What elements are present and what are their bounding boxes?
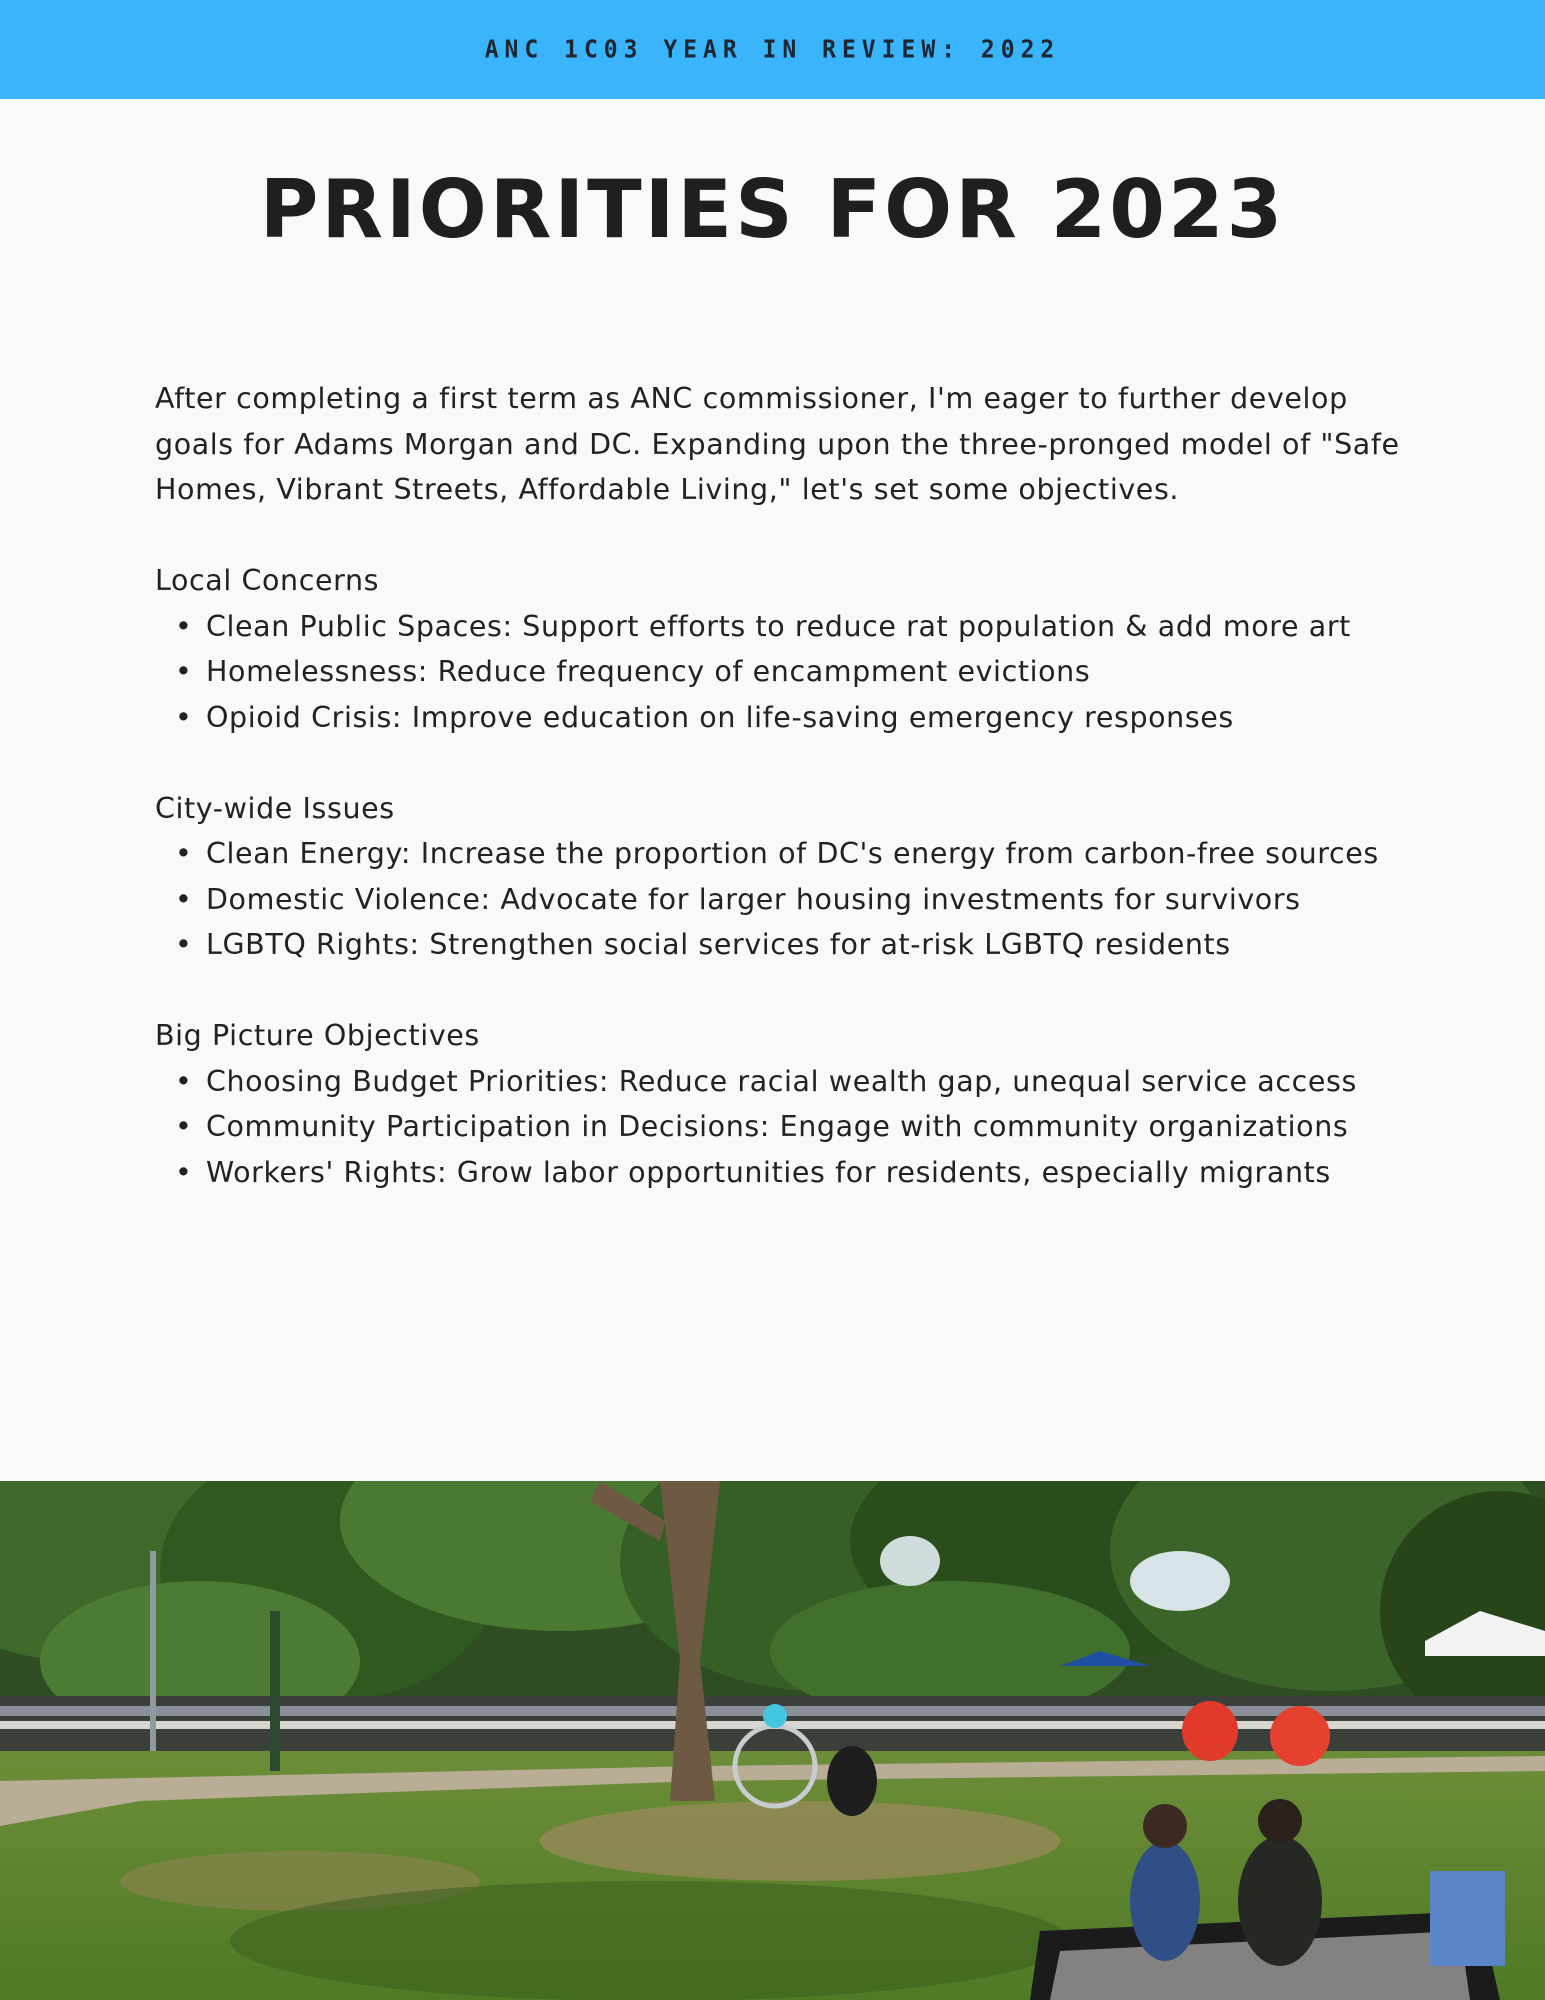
intro-paragraph: After completing a first term as ANC commissioner, I'm eager to further develop goals for Adams Morgan and DC. Expanding upon the three-pronged model of "Safe Homes, Vibrant Streets, Affordable Living," let's set some objectives. xyxy=(155,382,1400,506)
bullet-list xyxy=(155,604,1405,741)
bullet-icon: • xyxy=(175,1110,193,1143)
list-item-text: LGBTQ Rights: Strengthen social services for at-risk LGBTQ residents xyxy=(206,928,1231,961)
list-item-text: Workers' Rights: Grow labor opportunities for residents, especially migrants xyxy=(206,1155,1331,1189)
list-item xyxy=(175,604,1405,650)
page-title: PRIORITIES FOR 2023 xyxy=(259,163,1286,256)
list-item xyxy=(175,922,1405,968)
list-item xyxy=(175,1150,1405,1196)
park-photo-illustration xyxy=(0,1481,1545,2000)
list-item xyxy=(175,831,1405,877)
list-item-text: Clean Public Spaces: Support efforts to reduce rat population & add more art xyxy=(206,609,1351,643)
list-item xyxy=(175,695,1405,741)
bullet-icon: • xyxy=(175,609,193,643)
list-item-text: Clean Energy: Increase the proportion of DC's energy from carbon-free sources xyxy=(206,837,1379,870)
bullet-icon: • xyxy=(175,1155,193,1189)
section-local-concerns xyxy=(155,558,1405,740)
section-city-wide-issues xyxy=(155,786,1405,968)
banner-title: ANC 1C03 YEAR IN REVIEW: 2022 xyxy=(484,35,1061,64)
section-heading: Local Concerns xyxy=(155,564,380,597)
list-item-text: Opioid Crisis: Improve education on life-saving emergency responses xyxy=(206,700,1234,734)
list-item-text: Domestic Violence: Advocate for larger housing investments for survivors xyxy=(206,882,1301,916)
section-heading: Big Picture Objectives xyxy=(155,1019,480,1052)
park-photo xyxy=(0,1481,1545,2000)
top-banner xyxy=(0,0,1545,99)
list-item-text: Homelessness: Reduce frequency of encampment evictions xyxy=(206,655,1091,688)
bullet-icon: • xyxy=(175,928,193,961)
bullet-icon: • xyxy=(175,837,193,870)
list-item xyxy=(175,877,1405,923)
bullet-icon: • xyxy=(175,882,193,916)
content-body xyxy=(155,376,1405,1241)
bullet-list xyxy=(155,1059,1405,1196)
bullet-list xyxy=(155,831,1405,968)
section-heading: City-wide Issues xyxy=(155,791,395,825)
list-item xyxy=(175,649,1405,695)
list-item xyxy=(175,1104,1405,1150)
bullet-icon: • xyxy=(175,655,193,688)
list-item-text: Choosing Budget Priorities: Reduce racial wealth gap, unequal service access xyxy=(206,1064,1357,1098)
bullet-icon: • xyxy=(175,1064,193,1098)
list-item xyxy=(175,1059,1405,1105)
section-big-picture-objectives xyxy=(155,1013,1405,1195)
bullet-icon: • xyxy=(175,700,193,734)
list-item-text: Community Participation in Decisions: Engage with community organizations xyxy=(206,1110,1349,1143)
